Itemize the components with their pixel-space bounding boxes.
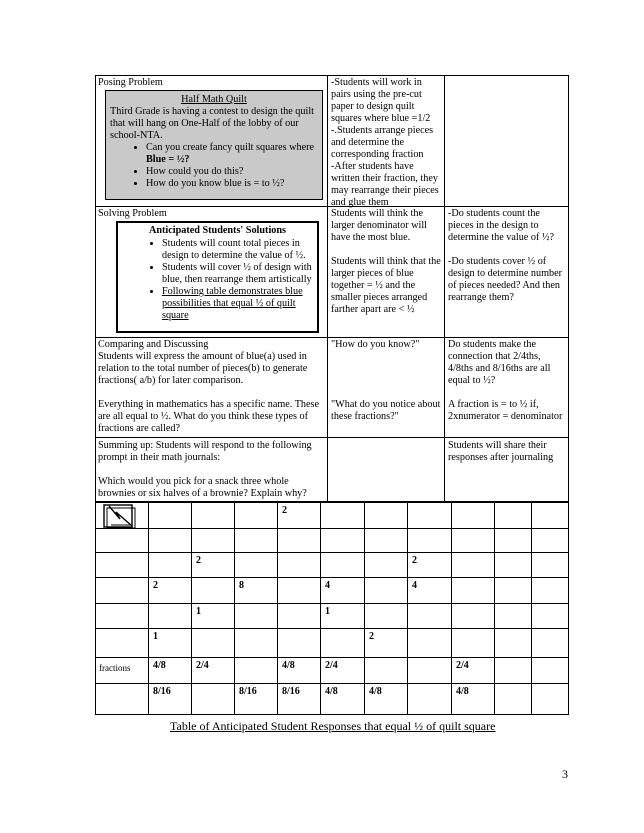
grid-cell-value: 8/16: [282, 686, 300, 697]
comparing-col2-question-2: "What do you notice about these fractions?": [331, 399, 441, 422]
solving-title: Solving Problem: [98, 208, 167, 219]
quilt-triangle-icon: [101, 503, 139, 529]
grid-row-line: [95, 552, 569, 553]
grid-cell-value: 4: [325, 580, 330, 591]
grid-cell-value: 2/4: [196, 660, 209, 671]
posing-title: Posing Problem: [98, 77, 163, 88]
grid-cell-value: 8: [239, 580, 244, 591]
grid-cell-value: 4: [412, 580, 417, 591]
posing-bullet-1: • Can you create fancy quilt squares where Blue = ½?: [146, 142, 318, 166]
solving-col2: Students will think the larger denominator will have the most blue. Students will think that the larger pieces of blue together = ½ and the smaller pieces arranged farther apart are < ½: [331, 208, 441, 315]
quilt-box-text: Third Grade is having a contest to design the quilt that will hang on One-Half of the lobby of our school-NTA.: [110, 106, 314, 141]
grid-row-line: [95, 683, 569, 684]
grid-row-line: [95, 603, 569, 604]
posing-bullet-3: • How do you know blue is = to ½?: [146, 178, 318, 190]
page-number: 3: [562, 767, 568, 781]
grid-cell-value: 2: [196, 555, 201, 566]
grid-cell-value: 4/8: [282, 660, 295, 671]
grid-cell-value: 8/16: [153, 686, 171, 697]
solving-bullet-2: • Students will cover ½ of design with blue, then rearrange them artistically: [162, 262, 313, 286]
grid-row-line: [95, 628, 569, 629]
grid-cell-value: 4/8: [456, 686, 469, 697]
solving-col3: -Do students count the pieces in the design to determine the value of ½? -Do students cover ½ of design to determine number of pieces needed? And then rearrange them?: [448, 208, 563, 303]
grid-cell-value: 4/8: [153, 660, 166, 671]
grid-cell-value: 2: [153, 580, 158, 591]
grid-cell-value: 4/8: [325, 686, 338, 697]
grid-row-line: [95, 528, 569, 529]
grid-cell-value: 2/4: [456, 660, 469, 671]
fractions-row-label: fractions: [99, 663, 131, 673]
comparing-text-2: Everything in mathematics has a specific name. These are all equal to ½. What do you think these types of fractions are called?: [98, 399, 320, 434]
comparing-col3: Do students make the connection that 2/4ths, 4/8ths and 8/16ths are all equal to ½? A fraction is = to ½ if, 2xnumerator = denominator: [448, 339, 563, 422]
grid-cell-value: 2/4: [325, 660, 338, 671]
comparing-col2-question-1: "How do you know?": [331, 339, 420, 350]
anticipated-solutions-box: [116, 221, 319, 333]
row-divider-2: [95, 337, 569, 338]
grid-cell-value: 1: [325, 606, 330, 617]
grid-cell-value: 1: [153, 631, 158, 642]
quilt-box-title: Half Math Quilt: [181, 94, 247, 105]
posing-bullet-2: • How could you do this?: [146, 166, 318, 178]
grid-cell-value: 8/16: [239, 686, 257, 697]
grid-cell-value: 1: [196, 606, 201, 617]
grid-row-line: [95, 577, 569, 578]
grid-cell-value: 2: [369, 631, 374, 642]
grid-cell-value: 2: [282, 505, 287, 516]
solutions-box-title: Anticipated Students' Solutions: [149, 225, 286, 236]
summing-col3: Students will share their responses after journaling: [448, 440, 554, 463]
solving-bullet-3: • Following table demonstrates blue possibilities that equal ½ of quilt square: [162, 286, 313, 322]
half-math-quilt-box: [105, 90, 323, 200]
grid-row-line: [95, 657, 569, 658]
grid-cell-value: 2: [412, 555, 417, 566]
row-divider-3: [95, 437, 569, 438]
posing-col2: -Students will work in pairs using the pre-cut paper to design quilt squares where blue =1/2 -.Students arrange pieces and determine the corresponding fraction -After students have written their fraction, they may rearrange their pieces and glue them: [331, 77, 439, 208]
table-caption: Table of Anticipated Student Responses that equal ½ of quilt square: [170, 719, 496, 733]
comparing-text-1: Students will express the amount of blue(a) used in relation to the total number of pieces(b) to generate fractions( a/b) for later comparison.: [98, 351, 308, 386]
solving-bullet-1: • Students will count total pieces in design to determine the value of ½.: [162, 238, 313, 262]
comparing-title: Comparing and Discussing: [98, 339, 209, 350]
summing-text-1: Summing up: Students will respond to the following prompt in their math journals:: [98, 440, 312, 463]
summing-text-2: Which would you pick for a snack three whole brownies or six halves of a brownie? Explain why?: [98, 476, 307, 499]
grid-cell-value: 4/8: [369, 686, 382, 697]
